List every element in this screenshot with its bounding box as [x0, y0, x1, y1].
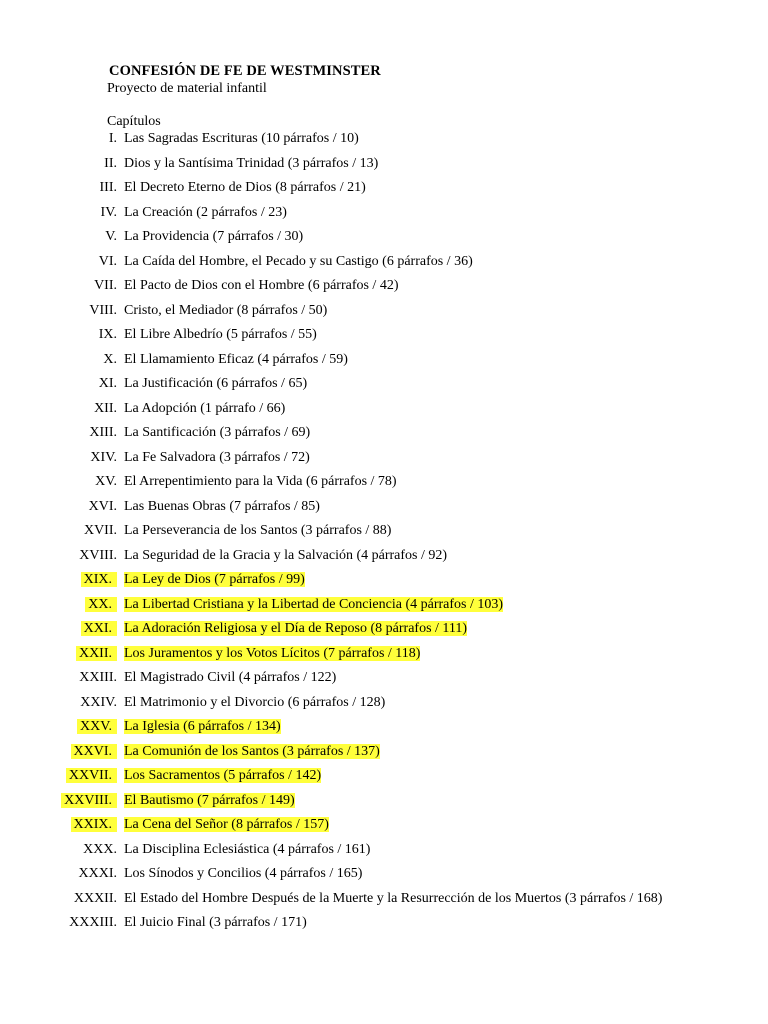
chapter-number: [89, 495, 117, 520]
chapter-item: [0, 911, 768, 936]
chapter-number: [109, 127, 117, 152]
chapter-number-text: XIV.: [90, 449, 117, 465]
chapter-title: [124, 544, 447, 569]
chapter-title: [124, 911, 307, 936]
chapter-number-text: XXVIII.: [61, 793, 117, 808]
chapter-title-text: Cristo, el Mediador (8 párrafos / 50): [124, 302, 328, 318]
chapter-number-text: XXI.: [81, 621, 117, 636]
chapter-item: [0, 813, 768, 838]
chapter-title: [124, 470, 397, 495]
chapter-number: [66, 764, 117, 789]
chapter-title-text: El Arrepentimiento para la Vida (6 párrafos / 78): [124, 474, 397, 489]
chapter-title-text: La Iglesia (6 párrafos / 134): [124, 719, 281, 734]
chapter-title-text: La Santificación (3 párrafos / 69): [124, 425, 311, 440]
chapter-number: [69, 911, 117, 936]
chapter-item: [0, 225, 768, 250]
chapter-number: [105, 225, 117, 250]
chapter-title: [124, 299, 327, 324]
chapter-title: [124, 887, 662, 912]
chapter-item: [0, 127, 768, 152]
chapter-title: [124, 715, 281, 740]
chapter-title-text: La Perseverancia de los Santos (3 párrafos / 88): [124, 523, 392, 538]
chapter-title: [124, 764, 321, 789]
chapter-title: [124, 813, 329, 838]
chapter-title-text: La Creación (2 párrafos / 23): [124, 204, 287, 220]
chapter-title-text: La Ley de Dios (7 párrafos / 99): [124, 572, 305, 587]
chapter-title: [124, 568, 305, 593]
document-subtitle: Proyecto de material infantil: [107, 81, 267, 96]
chapter-number: [79, 544, 117, 569]
chapter-title-text: Los Sacramentos (5 párrafos / 142): [124, 768, 322, 783]
chapter-number-text: XVIII.: [79, 547, 117, 563]
chapter-title: [124, 495, 320, 520]
chapter-title: [124, 838, 370, 863]
chapter-item: [0, 617, 768, 642]
chapter-title: [124, 421, 310, 446]
chapter-title: [124, 666, 336, 691]
chapter-number-text: VI.: [98, 253, 117, 269]
chapter-item: [0, 838, 768, 863]
chapter-number-text: I.: [108, 131, 117, 146]
chapter-number: [89, 421, 117, 446]
chapter-item: [0, 152, 768, 177]
chapter-title: [124, 201, 287, 226]
chapter-title-text: La Disciplina Eclesiástica (4 párrafos / 161): [124, 841, 371, 857]
chapter-title: [124, 176, 366, 201]
chapter-item: [0, 715, 768, 740]
chapter-item: [0, 372, 768, 397]
chapter-number-text: II.: [104, 155, 117, 171]
chapter-title-text: El Matrimonio y el Divorcio (6 párrafos / 128): [124, 694, 386, 710]
chapter-number: [81, 568, 117, 593]
chapter-item: [0, 642, 768, 667]
chapter-title: [124, 862, 362, 887]
chapter-number-text: XXIV.: [80, 694, 117, 710]
chapter-title: [124, 446, 310, 471]
chapter-item: [0, 593, 768, 618]
chapter-title-text: El Estado del Hombre Después de la Muerte y la Resurrección de los Muertos (3 párrafos / 168): [124, 890, 663, 906]
chapter-number-text: IV.: [100, 204, 117, 220]
chapter-title-text: El Llamamiento Eficaz (4 párrafos / 59): [124, 351, 348, 367]
chapter-number: [77, 715, 117, 740]
chapter-number-text: VII.: [94, 278, 117, 293]
chapter-number-text: XIII.: [89, 425, 117, 440]
chapter-title: [124, 250, 473, 275]
chapter-item: [0, 666, 768, 691]
chapter-number: [100, 176, 118, 201]
chapter-number-text: X.: [103, 351, 117, 367]
chapter-title-text: La Justificación (6 párrafos / 65): [124, 376, 308, 391]
chapter-item: [0, 470, 768, 495]
chapter-title-text: Los Juramentos y los Votos Lícitos (7 párrafos / 118): [124, 645, 421, 661]
chapter-item: [0, 176, 768, 201]
chapter-title-text: La Cena del Señor (8 párrafos / 157): [124, 817, 329, 832]
chapter-number-text: XXXIII.: [69, 915, 117, 930]
chapter-item: [0, 250, 768, 275]
chapter-number-text: XXVI.: [71, 744, 118, 759]
chapter-number-text: IX.: [98, 327, 117, 342]
chapter-number-text: XXIII.: [79, 670, 117, 685]
chapter-number: [99, 250, 117, 275]
chapter-item: [0, 299, 768, 324]
chapter-item: [0, 740, 768, 765]
chapter-number-text: XI.: [98, 376, 117, 391]
chapter-number-text: XXXII.: [73, 890, 117, 906]
chapter-title: [124, 593, 503, 618]
chapter-number: [71, 740, 118, 765]
chapter-number: [79, 666, 117, 691]
chapter-number: [95, 470, 117, 495]
chapter-number: [85, 593, 117, 618]
chapter-number: [99, 323, 117, 348]
chapter-title: [124, 372, 307, 397]
chapter-title: [124, 274, 398, 299]
chapter-number: [83, 838, 117, 863]
chapter-item: [0, 519, 768, 544]
chapter-title: [124, 348, 348, 373]
chapter-item: [0, 274, 768, 299]
chapter-title-text: La Adopción (1 párrafo / 66): [124, 400, 286, 416]
chapter-title-text: Los Sínodos y Concilios (4 párrafos / 165): [124, 866, 363, 881]
chapter-title-text: El Juicio Final (3 párrafos / 171): [124, 915, 307, 930]
chapter-title-text: La Libertad Cristiana y la Libertad de Conciencia (4 párrafos / 103): [124, 596, 504, 612]
chapter-item: [0, 862, 768, 887]
chapter-item: [0, 421, 768, 446]
chapter-number: [84, 519, 117, 544]
chapter-title-text: El Bautismo (7 párrafos / 149): [124, 792, 295, 808]
chapter-title-text: El Decreto Eterno de Dios (8 párrafos / 21): [124, 180, 366, 195]
chapter-item: [0, 887, 768, 912]
chapter-title: [124, 323, 317, 348]
chapter-title-text: Las Buenas Obras (7 párrafos / 85): [124, 498, 320, 514]
chapter-number-text: III.: [99, 180, 117, 195]
chapter-item: [0, 323, 768, 348]
chapter-title: [124, 691, 385, 716]
chapter-number-text: VIII.: [89, 302, 117, 318]
chapter-number-text: XX.: [85, 597, 117, 612]
chapter-title: [124, 740, 380, 765]
chapter-number-text: XVI.: [88, 498, 117, 514]
chapter-number: [99, 372, 117, 397]
chapter-title: [124, 397, 285, 422]
chapter-number: [74, 887, 117, 912]
chapter-item: [0, 764, 768, 789]
chapter-number: [71, 813, 118, 838]
chapter-number-text: XII.: [94, 400, 117, 416]
chapter-item: [0, 568, 768, 593]
chapter-number-text: XVII.: [83, 523, 117, 538]
chapter-title-text: El Pacto de Dios con el Hombre (6 párrafos / 42): [124, 278, 399, 293]
chapters-heading: Capítulos: [107, 114, 161, 129]
chapter-title-text: La Adoración Religiosa y el Día de Reposo (8 párrafos / 111): [124, 621, 468, 636]
chapter-title-text: Las Sagradas Escrituras (10 párrafos / 10): [124, 131, 359, 146]
chapter-title-text: La Fe Salvadora (3 párrafos / 72): [124, 449, 310, 465]
chapter-item: [0, 789, 768, 814]
document-title: CONFESIÓN DE FE DE WESTMINSTER: [109, 63, 381, 79]
chapter-title-text: La Comunión de los Santos (3 párrafos / 137): [124, 743, 380, 759]
chapter-title-text: El Magistrado Civil (4 párrafos / 122): [124, 670, 337, 685]
chapter-title: [124, 519, 391, 544]
chapter-number-text: XXVII.: [66, 768, 117, 783]
chapter-number: [81, 617, 117, 642]
chapter-title-text: La Caída del Hombre, el Pecado y su Castigo (6 párrafos / 36): [124, 253, 473, 269]
chapter-number-text: XXX.: [83, 841, 117, 857]
chapter-number: [101, 201, 117, 226]
chapter-title: [124, 642, 420, 667]
chapter-number-text: XXV.: [77, 719, 117, 734]
chapter-title: [124, 789, 295, 814]
chapter-number-text: XIX.: [81, 572, 117, 587]
chapter-title-text: Dios y la Santísima Trinidad (3 párrafos / 13): [124, 155, 379, 171]
chapter-number-text: XV.: [95, 474, 117, 489]
chapter-title-text: La Seguridad de la Gracia y la Salvación (4 párrafos / 92): [124, 547, 448, 563]
chapter-title: [124, 225, 303, 250]
chapter-item: [0, 495, 768, 520]
chapter-title: [124, 152, 378, 177]
chapter-number: [90, 446, 117, 471]
chapter-number: [76, 642, 117, 667]
chapter-item: [0, 201, 768, 226]
chapter-number-text: XXIX.: [71, 817, 118, 832]
chapter-number-text: XXII.: [76, 646, 117, 661]
chapter-title-text: El Libre Albedrío (5 párrafos / 55): [124, 327, 317, 342]
chapter-number: [104, 152, 117, 177]
chapter-number: [103, 348, 117, 373]
chapter-number-text: XXXI.: [78, 866, 117, 881]
chapter-number: [94, 274, 117, 299]
chapter-item: [0, 446, 768, 471]
chapter-number: [94, 397, 117, 422]
chapter-item: [0, 348, 768, 373]
chapter-title-text: La Providencia (7 párrafos / 30): [124, 229, 304, 244]
chapter-list: [0, 127, 768, 936]
chapter-number-text: V.: [105, 229, 117, 244]
chapter-number: [61, 789, 117, 814]
chapter-item: [0, 544, 768, 569]
chapter-title: [124, 127, 359, 152]
chapter-item: [0, 397, 768, 422]
chapter-number: [79, 862, 118, 887]
chapter-number: [89, 299, 117, 324]
chapter-item: [0, 691, 768, 716]
chapter-title: [124, 617, 467, 642]
chapter-number: [80, 691, 117, 716]
